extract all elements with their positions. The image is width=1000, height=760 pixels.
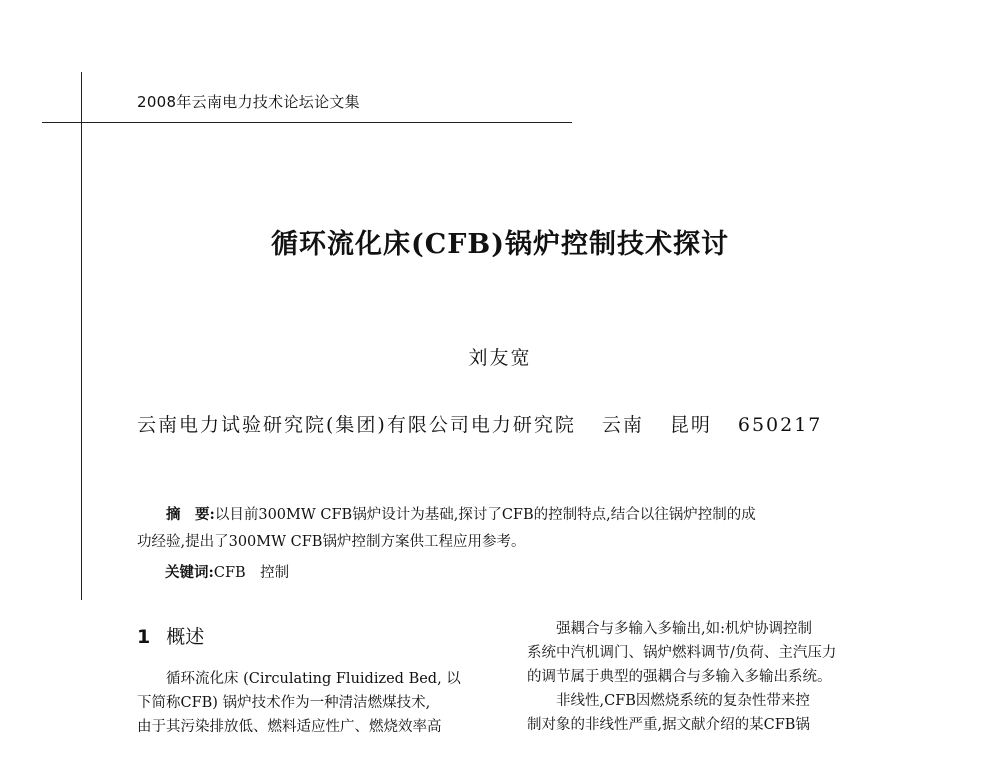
abstract xyxy=(137,501,887,556)
right-column xyxy=(527,617,836,737)
abstract-line-1 xyxy=(137,501,887,529)
affiliation xyxy=(137,410,848,437)
abstract-label: 摘 要: xyxy=(166,506,215,523)
right-column-line: 的调节属于典型的强耦合与多输入多输出系统。 xyxy=(527,669,832,685)
right-column-line: 制对象的非线性严重,据文献介绍的某CFB锅 xyxy=(527,717,810,733)
left-column xyxy=(137,667,461,739)
keywords xyxy=(165,561,289,582)
right-column-line: 强耦合与多输入多输出,如:机炉协调控制 xyxy=(556,621,812,637)
section-number: 1 xyxy=(137,626,151,648)
affiliation-province: 云南 xyxy=(601,414,644,436)
right-column-line: 系统中汽机调门、锅炉燃料调节/负荷、主汽压力 xyxy=(527,645,837,661)
left-column-line: 下简称CFB) 锅炉技术作为一种清洁燃煤技术, xyxy=(137,695,431,711)
affiliation-institute: 云南电力试验研究院(集团)有限公司电力研究院 xyxy=(137,414,576,436)
affiliation-postcode: 650217 xyxy=(737,414,823,436)
margin-vertical-rule xyxy=(81,72,82,600)
keywords-label: 关键词: xyxy=(165,564,214,581)
left-column-line: 由于其污染排放低、燃料适应性广、燃烧效率高 xyxy=(137,719,442,735)
left-column-line: 循环流化床 (Circulating Fluidized Bed, 以 xyxy=(166,671,461,687)
abstract-text-1: 以目前300MW CFB锅炉设计为基础,探讨了CFB的控制特点,结合以往锅炉控制的成 xyxy=(214,507,756,523)
section-heading xyxy=(137,622,204,649)
affiliation-city: 昆明 xyxy=(669,414,712,436)
author-name: 刘友宽 xyxy=(468,347,532,369)
section-title: 概述 xyxy=(166,626,205,648)
keywords-text: CFB 控制 xyxy=(213,565,290,581)
header-rule xyxy=(42,122,572,123)
right-column-line: 非线性,CFB因燃烧系统的复杂性带来控 xyxy=(556,693,810,709)
paper-title: 循环流化床(CFB)锅炉控制技术探讨 xyxy=(270,229,730,260)
abstract-line-2: 功经验,提出了300MW CFB锅炉控制方案供工程应用参考。 xyxy=(137,534,526,550)
running-head: 2008年云南电力技术论坛论文集 xyxy=(137,93,360,111)
